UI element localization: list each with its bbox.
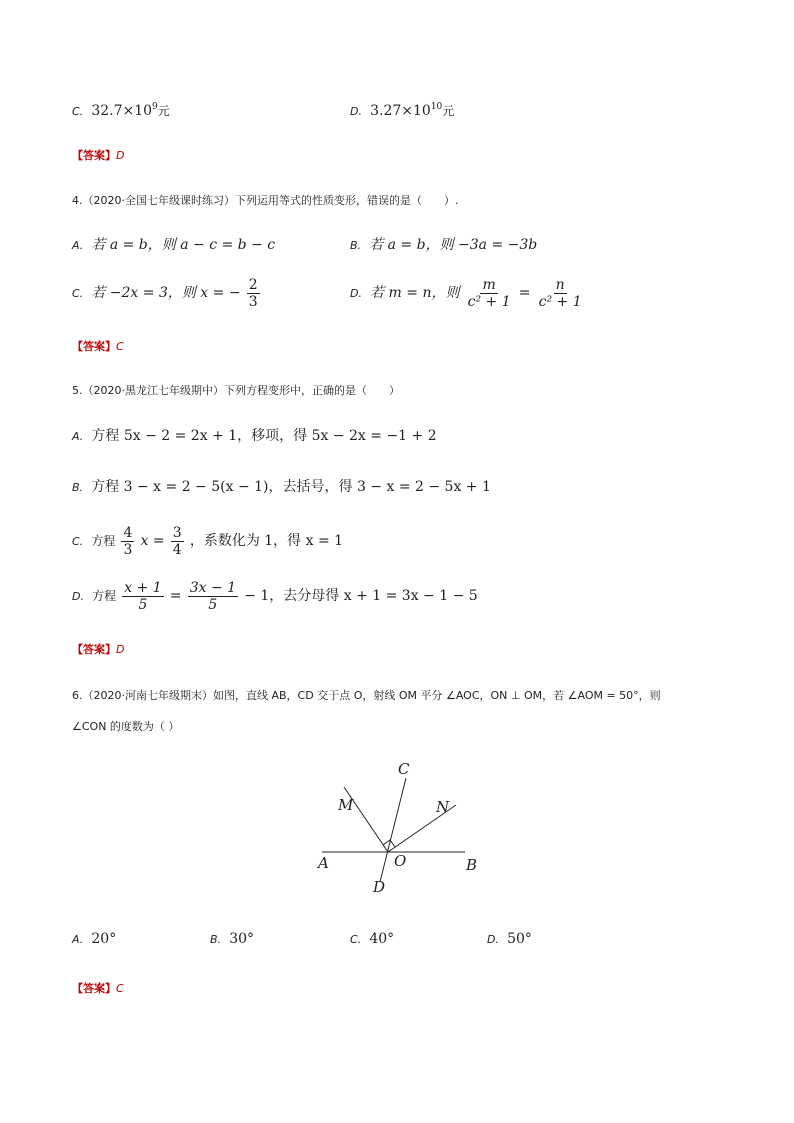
fraction: $\frac{3x - 1}{5}$ — [189, 580, 237, 613]
q6-stem-line2: ∠CON 的度数为（ ） — [72, 720, 180, 733]
fraction: $\frac{3}{4}$ — [172, 525, 182, 558]
geometry-figure — [300, 750, 500, 900]
label-d: D — [373, 878, 386, 896]
q3-option-c: C. $32.7\times 10^9$元 — [72, 102, 170, 119]
q4-stem: 4.（2020·全国七年级课时练习）下列运用等式的性质变形，错误的是（ ）. — [72, 194, 459, 207]
q4-option-b: B. 若 a = b，则 −3a = −3b — [350, 237, 538, 253]
q6-option-b: B. 30° — [210, 931, 255, 947]
q6-option-a: A. 20° — [72, 931, 117, 947]
label-o: O — [394, 852, 407, 870]
fraction: $\frac{4}{3}$ — [123, 525, 133, 558]
q6-option-d: D. 50° — [487, 931, 532, 947]
label-n: N — [436, 798, 450, 816]
q6-stem-line1: 6.（2020·河南七年级期末）如图，直线 AB，CD 交于点 O，射线 OM 平分 ∠AOC，ON ⊥ OM，若 ∠AOM = 50°，则 — [72, 689, 661, 702]
label-b: B — [466, 856, 478, 874]
q5-option-b: B. 方程 3 − x = 2 − 5(x − 1)，去括号，得 3 − x = 2 − 5x + 1 — [72, 479, 491, 495]
q5-option-c: C. 方程 $\frac{4}{3}$ x = $\frac{3}{4}$ ，系数化为 1，得 x = 1 — [72, 525, 344, 558]
fraction: $\frac{x + 1}{5}$ — [124, 580, 162, 613]
q4-answer: 【答案】C — [72, 340, 124, 353]
label-c: C — [398, 760, 410, 778]
q3-answer: 【答案】D — [72, 149, 125, 162]
label-a: A — [318, 854, 329, 872]
q5-option-d: D. 方程 $\frac{x + 1}{5}$ = $\frac{3x - 1}{5}$ − 1，去分母得 x + 1 = 3x − 1 − 5 — [72, 580, 478, 613]
q6-option-c: C. 40° — [350, 931, 395, 947]
q4-option-a: A. 若 a = b，则 a − c = b − c — [72, 237, 276, 253]
fraction: $\frac{m}{\text{c² + 1}}$ — [467, 277, 511, 310]
q5-option-a: A. 方程 5x − 2 = 2x + 1，移项，得 5x − 2x = −1 + 2 — [72, 428, 437, 444]
fraction: $\frac{2}{3}$ — [248, 277, 258, 310]
q4-option-d: D. 若 m = n，则 $\frac{m}{\text{c² + 1}}$ = $\frac{n}{\text{c² + 1}}$ — [350, 277, 582, 310]
q6-answer: 【答案】C — [72, 982, 124, 995]
fraction: $\frac{n}{\text{c² + 1}}$ — [538, 277, 582, 310]
q4-option-c: C. 若 −2x = 3，则 x = − $\frac{2}{3}$ — [72, 277, 258, 310]
label-m: M — [338, 796, 354, 814]
q5-answer: 【答案】D — [72, 643, 125, 656]
q5-stem: 5.（2020·黑龙江七年级期中）下列方程变形中，正确的是（ ） — [72, 384, 400, 397]
q3-option-d: D. $3.27\times 10^{10}$元 — [350, 102, 455, 119]
